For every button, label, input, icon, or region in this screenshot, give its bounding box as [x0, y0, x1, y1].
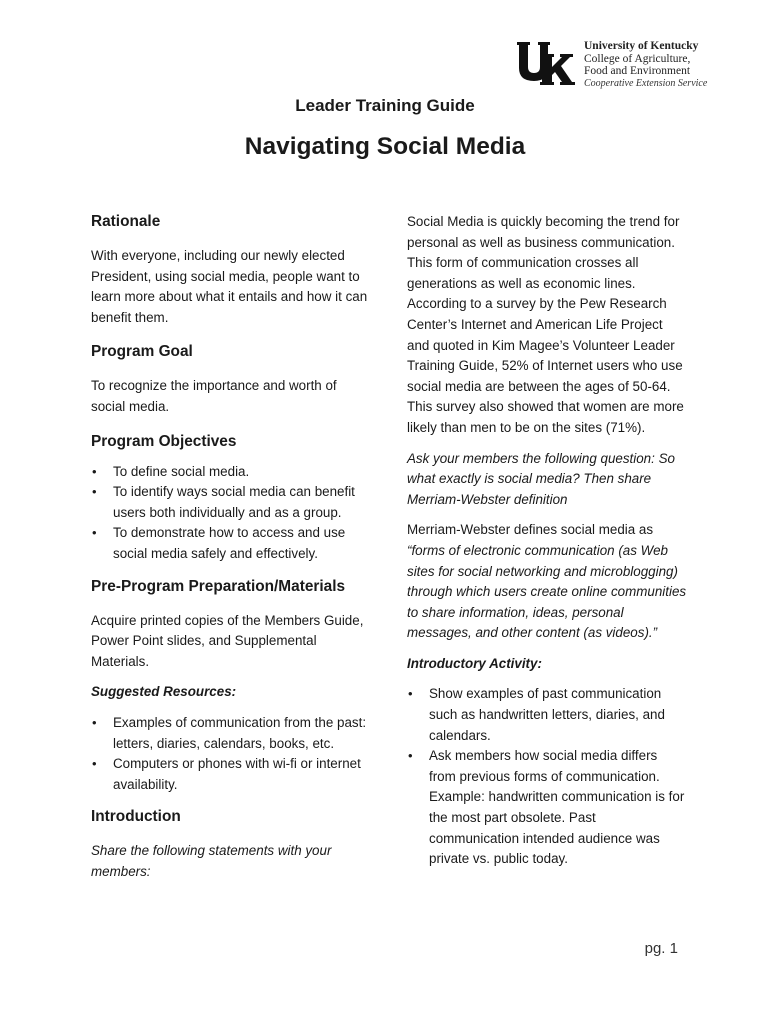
page-number: pg. 1 — [644, 940, 678, 957]
program-objectives-heading: Program Objectives — [91, 432, 237, 450]
program-goal-text: To recognize the importance and worth of social media. — [91, 378, 337, 414]
list-item: • To define social media. — [91, 462, 371, 483]
program-goal-heading: Program Goal — [91, 343, 193, 361]
document-title: Navigating Social Media — [244, 133, 526, 160]
resources-list — [91, 713, 371, 795]
definition-quote: “forms of electronic communication (as Web sites for social networking and microblogging) through which users create online communities to share information, ideas, personal messages, and other content (as videos).” — [407, 542, 687, 641]
logo-text — [584, 40, 707, 90]
right-column — [407, 212, 687, 882]
introduction-text: Share the following statements with your members: — [91, 843, 332, 879]
left-column — [91, 212, 371, 892]
list-item: • To demonstrate how to access and use social media safely and effectively. — [91, 523, 371, 564]
list-item: • Examples of communication from the past: letters, diaries, calendars, books, etc. — [91, 713, 371, 754]
introduction-heading: Introduction — [91, 808, 181, 826]
rationale-heading: Rationale — [91, 213, 161, 230]
introductory-activity-heading: Introductory Activity: — [407, 655, 542, 671]
rationale-text: With everyone, including our newly elected President, using social media, people want to learn more about what it entails and how it can benefit them. — [91, 248, 368, 325]
activities-list — [407, 684, 687, 869]
uk-logo — [516, 40, 716, 90]
document-subtitle: Leader Training Guide — [295, 96, 475, 115]
logo-college: College of Agriculture, — [584, 53, 691, 65]
objectives-list — [91, 462, 371, 565]
social-media-paragraph: Social Media is quickly becoming the trend for personal as well as business communication. This form of communication crosses all generations as well as economic lines. According to a survey by the Pew Research Center’s Internet and American Life Project and quoted in Kim Magee’s Volunteer Leader Training Guide, 52% of Internet users who use social media are between the ages of 50-64. This survey also showed that women are more likely than men to be on the sites (71%). — [407, 214, 684, 435]
list-item: • Computers or phones with wi-fi or internet availability. — [91, 754, 371, 795]
logo-college-2: Food and Environment — [584, 65, 691, 77]
list-item: • Show examples of past communication such as handwritten letters, diaries, and calendars. — [407, 684, 687, 746]
definition-paragraph — [407, 520, 687, 644]
list-item: • Ask members how social media differs from previous forms of communication. Example: handwritten communication is for the most part obsolete. Past communication intended audience was private vs. public today. — [407, 746, 687, 870]
preparation-text: Acquire printed copies of the Members Guide, Power Point slides, and Supplemental Materials. — [91, 612, 364, 669]
logo-university: University of Kentucky — [584, 40, 699, 52]
question-prompt: Ask your members the following question: So what exactly is social media? Then share Merriam-Webster definition — [407, 450, 675, 507]
uk-logo-mark — [516, 40, 576, 88]
preparation-heading: Pre-Program Preparation/Materials — [91, 577, 346, 595]
definition-intro: Merriam-Webster defines social media as — [407, 522, 654, 538]
list-item: • To identify ways social media can benefit users both individually and as a group. — [91, 482, 371, 523]
suggested-resources-heading: Suggested Resources: — [91, 684, 237, 700]
logo-extension: Cooperative Extension Service — [584, 78, 708, 89]
